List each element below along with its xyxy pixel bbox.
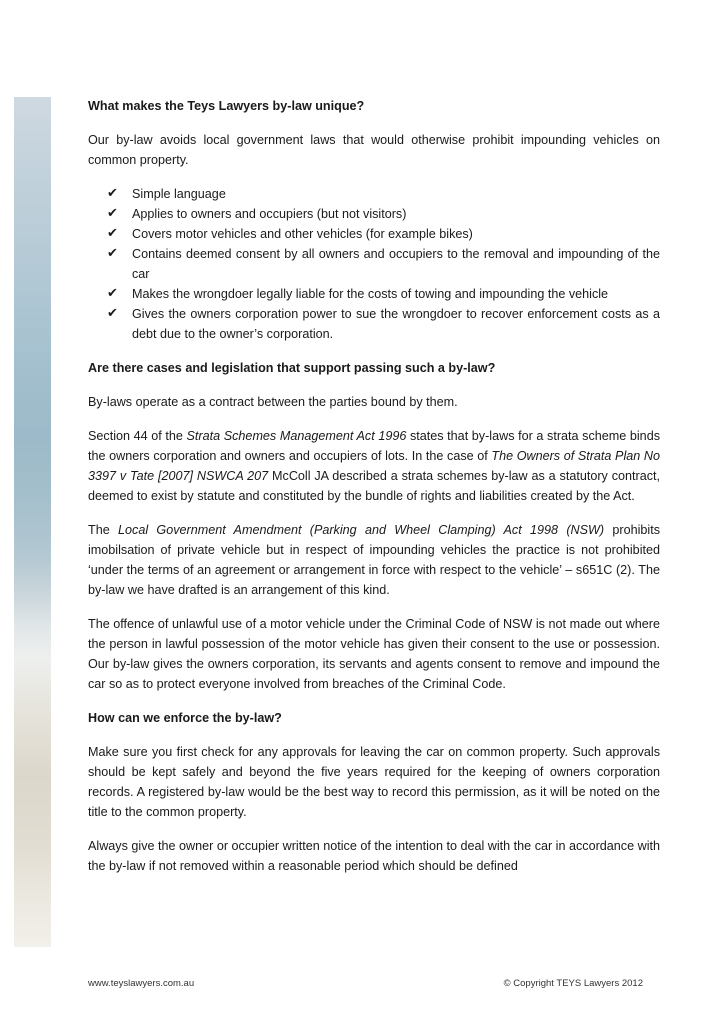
checkmark-icon: ✔: [107, 206, 118, 221]
feature-list: [88, 184, 660, 344]
heading-unique: What makes the Teys Lawyers by-law unique?: [88, 99, 365, 113]
list-item: ✔ Applies to owners and occupiers (but not visitors): [88, 204, 660, 224]
list-item: ✔ Simple language: [88, 184, 660, 204]
list-item: ✔ Gives the owners corporation power to sue the wrongdoer to recover enforcement costs as a debt due to the owner’s corporation.: [107, 306, 660, 341]
checkmark-icon: ✔: [107, 226, 118, 241]
section44-paragraph: Section 44 of the Strata Schemes Management Act 1996 states that by-laws for a strata scheme binds the owners corporation and owners and occupiers of lots. In the case of The Owners of Strata Plan No 3397 v Tate [2007] NSWCA 207 McColl JA described a strata schemes by-law as a statutory contract, deemed to exist by statute and constituted by the bundle of rights and liabilities created by the Act.: [88, 429, 660, 503]
local-government-paragraph: The Local Government Amendment (Parking and Wheel Clamping) Act 1998 (NSW) prohibits imobilsation of private vehicle but in respect of impounding vehicles the practice is not prohibited ‘under the terms of an agreement or arrangement in force with respect to the vehicle’ – s651C (2). The by-law we have drafted is an arrangement of this kind.: [88, 523, 660, 597]
page-body: [88, 96, 660, 890]
offence-paragraph: The offence of unlawful use of a motor vehicle under the Criminal Code of NSW is not made out where the person in lawful possession of the motor vehicle has given their consent to the use or possession. Our by-law gives the owners corporation, its servants and agents consent to remove and impound the car so as to protect everyone involved from breaches of the Criminal Code.: [88, 617, 660, 691]
notice-paragraph: Always give the owner or occupier written notice of the intention to deal with the car in accordance with the by-law if not removed within a reasonable period which should be defined: [88, 839, 660, 873]
contract-paragraph: By-laws operate as a contract between the parties bound by them.: [88, 395, 458, 409]
checkmark-icon: ✔: [107, 306, 118, 321]
list-item: ✔ Makes the wrongdoer legally liable for the costs of towing and impounding the vehicle: [88, 284, 660, 304]
footer-copyright: © Copyright TEYS Lawyers 2012: [503, 978, 643, 989]
checkmark-icon: ✔: [107, 186, 118, 201]
decorative-side-image: [14, 97, 51, 947]
list-item: ✔ Contains deemed consent by all owners and occupiers to the removal and impounding of the car: [107, 246, 660, 281]
list-item: ✔ Covers motor vehicles and other vehicles (for example bikes): [88, 224, 660, 244]
checkmark-icon: ✔: [107, 286, 118, 301]
footer-website: www.teyslawyers.com.au: [88, 978, 195, 989]
checkmark-icon: ✔: [107, 246, 118, 261]
approvals-paragraph: Make sure you first check for any approvals for leaving the car on common property. Such approvals should be kept safely and beyond the five years required for the keeping of owners corporation records. A registered by-law would be the best way to record this permission, as it will be noted on the title to the common property.: [88, 745, 660, 819]
heading-enforce: How can we enforce the by-law?: [88, 711, 282, 725]
heading-cases: Are there cases and legislation that support passing such a by-law?: [88, 361, 496, 375]
intro-paragraph: Our by-law avoids local government laws that would otherwise prohibit impounding vehicles on common property.: [88, 133, 660, 167]
